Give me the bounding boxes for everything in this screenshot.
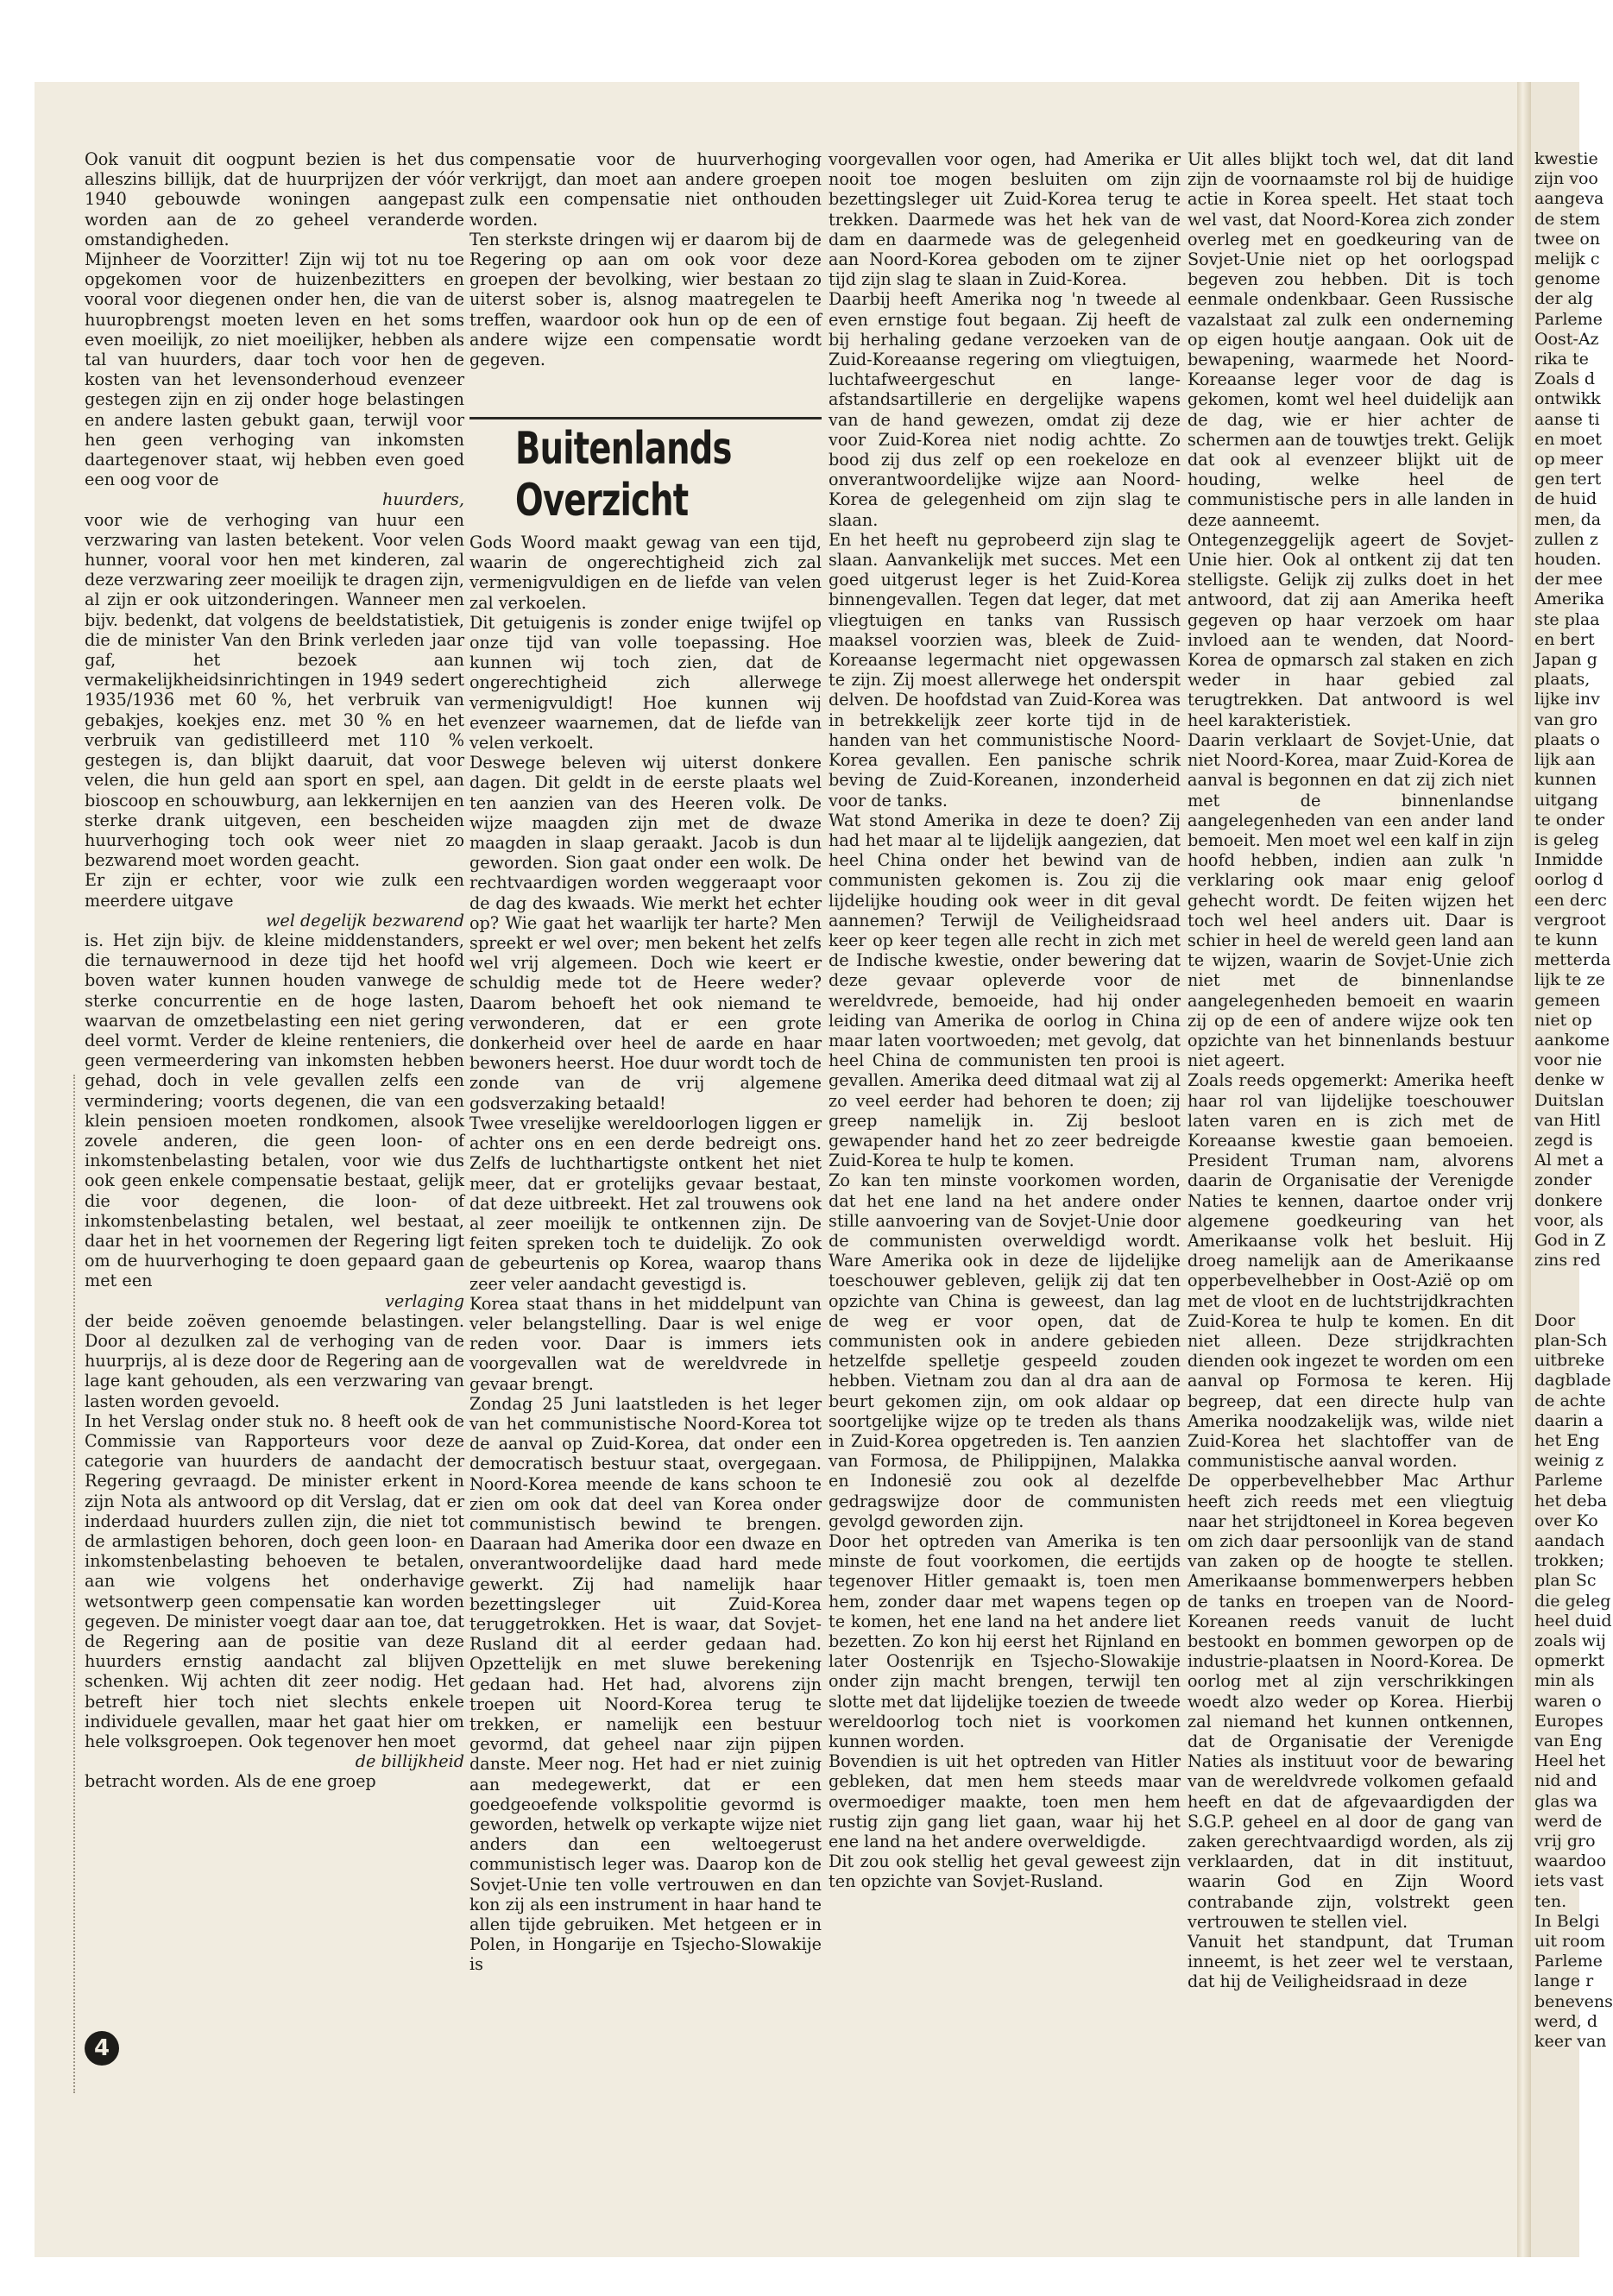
col5-paragraph: Al met a	[1534, 1151, 1604, 1170]
col1-paragraph: Mijnheer de Voorzitter! Zijn wij tot nu toe opgekomen voor de huizenbezitters en vooral voor diegenen onder hen, die van de huuropbrengst moeten leven en het soms even moeilijk, zo niet moeilijker, hebben als tal van huurders, daar toch voor hen de kosten van het levensonderhoud evenzeer gestegen zijn en zij onder hoge belastingen en andere lasten gebukt gaan, terwijl voor hen geen verhoging van inkomsten daartegenover staat, wij hebben even goed een oog voor de	[85, 249, 464, 490]
col5-paragraph: aanse ti	[1534, 409, 1600, 429]
col5-paragraph: lange r	[1534, 1971, 1594, 1991]
col5-paragraph: denke w	[1534, 1070, 1604, 1090]
section-headline: Buitenlands Overzicht	[515, 423, 732, 527]
col2-paragraph: Korea staat thans in het middelpunt van veler belangstelling. Daar is wel enige reden voor. Daar is immers iets voorgevallen wat de wereldvrede in gevaar brengt.	[469, 1293, 822, 1394]
col5-paragraph: voor nie	[1534, 1050, 1603, 1070]
col5-paragraph: nid and	[1534, 1771, 1597, 1791]
col3-paragraph: Zo kan ten minste voorkomen worden, dat het ene land na het andere onder stille aanvoering van de Sovjet-Unie door de communisten overweldigd wordt. Ware Amerika ook in deze de lijdelijke toeschouwer gebleven, gelijk zij dat ten opzichte van China is geweest, dan lag de weg er voor open, dat de communisten ook in andere gebieden hetzelfde spelletje gespeeld zouden hebben. Vietnam zou dan al dra aan de beurt gekomen zijn, om ook aldaar op soortgelijke wijze op te treden als thans in Zuid-Korea opgetreden is. Ten aanzien van Formosa, de Philippijnen, Malakka en Indonesië zou ook al dezelfde gedragswijze door de communisten gevolgd geworden zijn.	[829, 1170, 1181, 1531]
col5-paragraph: aandach	[1534, 1530, 1605, 1550]
col5-paragraph: trokken;	[1534, 1551, 1605, 1571]
col5-paragraph: van Eng	[1534, 1731, 1603, 1751]
column-2-top-text: compensatie voor de huurverhoging verkrijgt, dan moet aan andere groepen zulk een compensatie niet onthouden worden. Ten sterkste dringen wij er daarom bij de Regering op aan om ook voor deze groepen der bevolking, wier bestaan zo uiterst sober is, alsnog maatregelen te treffen, waardoor ook hun op de een of andere wijze een compensatie wordt gegeven.	[469, 149, 822, 370]
col5-paragraph: aankome	[1534, 1030, 1610, 1050]
col5-paragraph: plaats,	[1534, 670, 1591, 690]
col3-paragraph: Dit zou ook stellig het geval geweest zijn ten opzichte van Sovjet-Rusland.	[829, 1851, 1181, 1892]
col5-paragraph: de achte	[1534, 1391, 1606, 1410]
col5-paragraph: zullen z	[1534, 529, 1598, 549]
col3-paragraph: Door het optreden van Amerika is ten minste de fout voorkomen, die eertijds tegenover Hitler gemaakt is, toen men hem, zonder daar met wapens tegen op te komen, het ene land na het andere liet bezetten. Zo kon hij eerst het Rijnland en later Oostenrijk en Tsjecho-Slowakije onder zijn macht brengen, terwijl ten slotte met dat lijdelijke toezien de tweede wereldoorlog toch niet is voorkomen kunnen worden.	[829, 1531, 1181, 1752]
column-2-top	[469, 149, 822, 369]
col5-paragraph: een derc	[1534, 890, 1607, 910]
col5-paragraph: Door	[1534, 1310, 1576, 1330]
col5-paragraph: gen tert	[1534, 470, 1602, 489]
col5-paragraph: uit room	[1534, 1932, 1605, 1952]
col1-paragraph: In het Verslag onder stuk no. 8 heeft ook de Commissie van Rapporteurs voor deze categorie van huurders de aandacht der Regering gevraagd. De minister erkent in zijn Nota als antwoord op dit Verslag, dat er inderdaad huurders zullen zijn, die niet tot de armlastigen behoren, doch geen loon- en inkomstenbelasting behoeven te betalen, aan wie volgens het onderhavige wetsontwerp geen compensatie kan worden gegeven. De minister voegt daar aan toe, dat de Regering aan de positie van deze huurders ernstig aandacht zal blijven schenken. Wij achten dit zeer nodig. Het betreft hier toch niet slechts enkele individuele gevallen, maar het gaat hier om hele volksgroepen. Ook tegenover hen moet	[85, 1410, 464, 1752]
col5-paragraph: kunnen	[1534, 770, 1597, 790]
col5-paragraph	[1534, 1291, 1579, 1311]
section-rule	[469, 417, 822, 419]
col5-paragraph: over Ko	[1534, 1511, 1598, 1530]
col5-paragraph: niet op	[1534, 1010, 1592, 1030]
col1-paragraph: verlaging	[384, 1290, 464, 1311]
col5-paragraph: Parleme	[1534, 1471, 1603, 1491]
col2-paragraph: Zondag 25 Juni laatstleden is het leger van het communistische Noord-Korea tot de aanval op Zuid-Korea, dat onder een democratisch bestuur staat, overgegaan. Noord-Korea meende de kans schoon te zien om ook dat deel van Korea onder communistisch bewind te brengen. Daaraan had Amerika door een dwaze en onverantwoordelijke daad hard mede gewerkt. Zij had namelijk haar bezettingsleger uit Zuid-Korea teruggetrokken. Het is waar, dat Sovjet-Rusland dit al eerder gedaan had. Opzettelijk en met sluwe berekening gedaan had. Het had, alvorens zijn troepen uit Noord-Korea terug te trekken, er namelijk een bestuur gevormd, dat geheel naar zijn pijpen danste. Meer nog. Het had er niet zuinig aan medegewerkt, dat er een goedgeoefende volkspolitie gevormd is geworden, hetwelk op verkapte wijze niet anders dan een weltoegerust communistisch leger was. Daarop kon de Sovjet-Unie ten volle vertrouwen en dan kon zij als een instrument in haar hand te allen tijde gebruiken. Met hetgeen er in Polen, in Hongarije en Tsjecho-Slowakije is	[469, 1393, 822, 1975]
col5-paragraph: vrij gro	[1534, 1832, 1596, 1851]
col3-paragraph: voorgevallen voor ogen, had Amerika er nooit toe mogen besluiten om zijn bezettingsleger uit Zuid-Korea terug te trekken. Daarmede was het hek van de dam en daarmede was de gelegenheid aan Noord-Korea geboden om te zijner tijd zijn slag te slaan in Zuid-Korea.	[829, 149, 1181, 290]
col5-paragraph: dagblade	[1534, 1371, 1611, 1391]
col3-paragraph: Bovendien is uit het optreden van Hitler gebleken, dat men hem steeds maar overmoediger maakte, toen men hem rustig zijn gang liet gaan, waar hij het ene land na het andere overweldigde.	[829, 1751, 1181, 1852]
col4-paragraph: Uit alles blijkt toch wel, dat dit land zijn de voornaamste rol bij de huidige actie in Korea speelt. Het staat toch wel vast, dat Noord-Korea zich zonder overleg met en goedkeuring van de Sovjet-Unie niet op het oorlogspad begeven zou hebben. Dit is toch eenmale ondenkbaar. Geen Russische vazalstaat zal zulk een onderneming op eigen houtje aangaan. Ook uit de bewapening, waarmede het Noord-Koreaanse leger voor de dag is gekomen, komt wel heel duidelijk aan de dag, wie er hier achter de schermen aan de touwtjes trekt. Gelijk dat ook al evenzeer blijkt uit de houding, welke heel de communistische pers in alle landen in deze aanneemt.	[1188, 149, 1514, 530]
page-number: 4	[85, 2031, 119, 2066]
col5-paragraph: donkere	[1534, 1190, 1603, 1210]
col3-paragraph: En het heeft nu geprobeerd zijn slag te slaan. Aanvankelijk met succes. Met een goed uitgerust leger is het Zuid-Korea binnengevallen. Tegen dat leger, dat met vliegtuigen en tanks van Russisch maaksel voorzien was, bleek de Zuid-Koreaanse legermacht niet opgewassen te zijn. Zij moest allerwege het onderspit delven. De hoofdstad van Zuid-Korea was in betrekkelijk zeer korte tijd in de handen van het communistische Noord-Korea gevallen. Een panische schrik beving de Zuid-Koreanen, inzonderheid voor de tanks.	[829, 529, 1181, 811]
col5-paragraph: is geleg	[1534, 829, 1599, 849]
col2-paragraph: Gods Woord maakt gewag van een tijd, waarin de ongerechtigheid zich zal vermenigvuldigen en de liefde van velen zal verkoelen.	[469, 533, 822, 613]
col5-paragraph: kwestie	[1534, 149, 1598, 168]
col5-paragraph: plan Sc	[1534, 1571, 1597, 1591]
col5-paragraph: houden.	[1534, 550, 1602, 570]
col5-paragraph: aangeva	[1534, 189, 1604, 209]
column-3	[829, 149, 1181, 1971]
col1-paragraph: Ook vanuit dit oogpunt bezien is het dus alleszins billijk, dat de huurprijzen der vóór 1940 gebouwde woningen aangepast worden aan de zo geheel veranderde omstandigheden.	[85, 149, 464, 249]
col5-paragraph: In Belgi	[1534, 1911, 1600, 1931]
col5-paragraph: glas wa	[1534, 1791, 1597, 1811]
col5-paragraph: lijke inv	[1534, 690, 1600, 710]
col5-paragraph: het deba	[1534, 1491, 1608, 1511]
col1-paragraph: is. Het zijn bijv. de kleine middenstanders, die ternauwernood in deze tijd het hoofd boven water kunnen houden vanwege de sterke concurrentie en de hoge lasten, waarvan de omzetbelasting een niet gering deel vormt. Verder de kleine renteniers, die geen vermeerdering van inkomsten hebben gehad, doch in vele gevallen zelfs een vermindering; voorts degenen, die van een klein pensioen moeten rondkomen, alsook zovele anderen, die geen loon- of inkomstenbelasting betalen, voor wie dus ook geen enkele compensatie bestaat, gelijk die voor degenen, die loon- of inkomstenbelasting betalen, wel bestaat, daar het in het voornemen der Regering ligt om de huurverhoging te doen gepaard gaan met een	[85, 930, 464, 1291]
col5-paragraph: God in Z	[1534, 1230, 1606, 1250]
col2-paragraph: Twee vreselijke wereldoorlogen liggen er achter ons en een derde bedreigt ons. Zelfs de luchthartigste ontkent het niet meer, dat er grotelijks gevaar bestaat, dat deze uitbreekt. Het zal trouwens ook al zeer moeilijk te ontkennen zijn. De feiten spreken toch te duidelijk. Zo ook de gebeurtenis op Korea, waarop thans zeer veler aandacht gevestigd is.	[469, 1113, 822, 1294]
col5-paragraph: het Eng	[1534, 1430, 1600, 1450]
col3-paragraph: Daarbij heeft Amerika nog 'n tweede al even ernstige fout begaan. Zij heeft de bij herhaling gedane verzoeken van de Zuid-Koreaanse regering om vliegtuigen, luchtafweergeschut en lange-afstandsartillerie en dergelijke wapens van de hand gewezen, omdat zij deze voor Zuid-Korea niet nodig achtte. Zo bood zij dus zelf op een roekeloze en onverantwoordelijke wijze aan Noord-Korea de gelegenheid om zijn slag te slaan.	[829, 289, 1181, 530]
col5-paragraph: zijn voo	[1534, 169, 1598, 189]
col5-paragraph: lijk aan	[1534, 750, 1596, 770]
column-4	[1188, 149, 1514, 1992]
col4-paragraph: Zoals reeds opgemerkt: Amerika heeft haar rol van lijdelijke toeschouwer laten varen en is zich met de Koreaanse kwestie gaan bemoeien. President Truman nam, alvorens daarin de Organisatie der Verenigde Naties te kennen, daartoe onder vrij algemene goedkeuring van het Amerikaanse volk het besluit. Hij droeg namelijk aan de Amerikaanse opperbevelhebber in Oost-Azië op om met de vloot en de luchtstrijdkrachten Zuid-Korea te hulp te komen. En dit niet alleen. Deze strijdkrachten dienden ook ingezet te worden om een aanval op Formosa te keren. Hij begreep, dat een directe hulp van Amerika noodzakelijk was, wilde niet Zuid-Korea het slachtoffer van de communistische aanval worden.	[1188, 1070, 1514, 1472]
col1-paragraph: huurders,	[381, 489, 464, 510]
col5-paragraph: waardoo	[1534, 1851, 1607, 1871]
col5-paragraph: ontwikk	[1534, 389, 1601, 409]
col5-paragraph: Parleme	[1534, 1952, 1603, 1971]
col5-paragraph: Duitslan	[1534, 1090, 1604, 1110]
col5-paragraph: waren o	[1534, 1691, 1602, 1711]
col5-paragraph: uitgang	[1534, 790, 1598, 810]
col4-paragraph: Ontegenzeggelijk ageert de Sovjet-Unie hier. Ook al ontkent zij dat ten stelligste. Gelijk zij zulks doet in het antwoord, dat zij aan Amerika heeft gegeven op haar verzoek om haar invloed aan te wenden, dat Noord-Korea de opmarsch zal staken en zich weder in haar gebied zal terugtrekken. Dat antwoord is wel heel karakteristiek.	[1188, 529, 1514, 730]
col5-paragraph: Europes	[1534, 1711, 1604, 1731]
col5-paragraph: weinig z	[1534, 1451, 1604, 1471]
col5-paragraph: werd de	[1534, 1811, 1603, 1831]
page-fold	[1517, 82, 1531, 2257]
col5-paragraph: twee on	[1534, 229, 1601, 249]
col5-paragraph: op meer	[1534, 450, 1604, 470]
col1-paragraph: Er zijn er echter, voor wie zulk een meerdere uitgave	[85, 870, 464, 911]
col1-paragraph: betracht worden. Als de ene groep	[85, 1771, 376, 1792]
col5-paragraph: daarin a	[1534, 1410, 1604, 1430]
col5-paragraph: die geleg	[1534, 1591, 1611, 1611]
col1-paragraph: de billijkheid	[355, 1751, 464, 1772]
col5-paragraph: werd, d	[1534, 2011, 1597, 2031]
col5-paragraph	[1534, 1271, 1579, 1290]
col5-paragraph: van Hitl	[1534, 1110, 1601, 1130]
col5-paragraph: men, da	[1534, 509, 1602, 529]
col5-paragraph: der mee	[1534, 570, 1604, 590]
col1-paragraph: voor wie de verhoging van huur een verzwaring van lasten betekent. Voor velen hunner, vooral voor hen met kinderen, zal deze verzwaring zeer moeilijk te dragen zijn, al zijn er ook uitzonderingen. Wanneer men bijv. bedenkt, dat volgens de beeldstatistiek, die de minister Van den Brink verleden jaar gaf, het bezoek aan vermakelijkheidsinrichtingen in 1949 sedert 1935/1936 met 60 %, het verbruik van gebakjes, koekjes enz. met 30 % en het verbruik van gedistilleerd met 110 % gestegen is, dan blijkt daaruit, dat voor velen, die hun geld aan sport en spel, aan bioscoop en schouwburg, aan lekkernijen en sterke drank uitgeven, een bescheiden huurverhoging toch ook weer niet zo bezwarend moet worden geacht.	[85, 509, 464, 871]
col5-paragraph: iets vast	[1534, 1871, 1604, 1891]
col5-paragraph: heel duid	[1534, 1611, 1612, 1631]
col5-paragraph: min als	[1534, 1671, 1595, 1691]
col4-paragraph: Daarin verklaart de Sovjet-Unie, dat niet Noord-Korea, maar Zuid-Korea de aanval is begonnen en dat zij zich niet met de binnenlandse aangelegenheden van een ander land bemoeit. Men moet wel een kalf in zijn hoofd hebben, indien aan zulk 'n verklaring ook maar enig geloof gehecht wordt. De feiten wijzen het toch wel heel anders uit. Daar is schier in heel de wereld geen land aan te wijzen, waarin de Sovjet-Unie zich niet met de binnenlandse aangelegenheden bemoeit en waarin zij op de een of andere wijze ook ten opzichte van het binnenlands bestuur niet ageert.	[1188, 729, 1514, 1071]
col5-paragraph: zegd is	[1534, 1130, 1593, 1150]
col5-paragraph: Zoals d	[1534, 369, 1595, 389]
col5-paragraph: ste plaa	[1534, 609, 1600, 629]
col5-paragraph: lijk te ze	[1534, 970, 1605, 990]
col5-paragraph: genome	[1534, 269, 1601, 289]
col5-paragraph: en moet	[1534, 429, 1602, 449]
col5-paragraph: plan-Sch	[1534, 1330, 1608, 1350]
col5-paragraph: keer van	[1534, 2032, 1607, 2052]
column-2	[469, 533, 822, 1975]
col5-paragraph: oorlog d	[1534, 870, 1604, 890]
col5-paragraph: en bert	[1534, 629, 1595, 649]
col5-paragraph: metterda	[1534, 950, 1611, 970]
col5-paragraph: zonder	[1534, 1170, 1592, 1190]
col5-paragraph: de huid	[1534, 489, 1597, 509]
col5-paragraph: der alg	[1534, 289, 1594, 309]
col5-paragraph: gemeen	[1534, 990, 1601, 1010]
col5-paragraph: voor, als	[1534, 1210, 1604, 1230]
col5-paragraph: de stem	[1534, 209, 1601, 229]
column-5-fragment	[1534, 149, 1613, 2052]
col5-paragraph: rika te	[1534, 350, 1589, 369]
newspaper-page	[35, 82, 1613, 2257]
col5-paragraph: ten.	[1534, 1891, 1567, 1911]
col5-paragraph: Oost-Az	[1534, 329, 1599, 349]
col5-paragraph: van gro	[1534, 710, 1598, 729]
col4-paragraph: Vanuit het standpunt, dat Truman inneemt, is het zeer wel te verstaan, dat hij de Veiligheidsraad in deze	[1188, 1932, 1514, 1992]
margin-marks	[73, 1075, 80, 2093]
col5-paragraph: melijk c	[1534, 249, 1600, 269]
col5-paragraph: Japan g	[1534, 650, 1597, 670]
col4-paragraph: De opperbevelhebber Mac Arthur heeft zich reeds met een vliegtuig naar het strijdtoneel in Korea begeven om zich daar persoonlijk van de stand van zaken op de hoogte te stellen. Amerikaanse bommenwerpers hebben de tanks en troepen van de Noord-Koreanen reeds vanuit de lucht bestookt en bommen geworpen op de industrie-plaatsen in Noord-Korea. De oorlog met al zijn verschrikkingen woedt alzo weder op Korea. Hierbij zal niemand het kunnen ontkennen, dat de Organisatie der Verenigde Naties als instituut voor de bewaring van de wereldvrede volkomen gefaald heeft en dat de afgevaardigden der S.G.P. geheel en al door de gang van zaken gerechtvaardigd worden, als zij verklaarden, dat in dit instituut, waarin God en Zijn Woord contrabande zijn, volstrekt geen vertrouwen te stellen viel.	[1188, 1471, 1514, 1932]
col1-paragraph: der beide zoëven genoemde belastingen. Door al dezulken zal de verhoging van de huurprijs, al is deze door de Regering aan de lage kant gehouden, als een verzwaring van lasten worden gevoeld.	[85, 1310, 464, 1411]
col5-paragraph: te onder	[1534, 810, 1605, 829]
column-1	[85, 149, 464, 1971]
col5-paragraph: vergroot	[1534, 910, 1606, 930]
col5-paragraph: opmerkt	[1534, 1651, 1605, 1671]
col3-paragraph: Wat stond Amerika in deze te doen? Zij had het maar al te lijdelijk aangezien, dat heel China onder het bewind van de communisten gekomen is. Zou zij die lijdelijke houding ook weer in dit geval aannemen? Terwijl de Veiligheidsraad keer op keer tegen alle recht in zich met de Indische kwestie, onder bewering dat deze gevaar opleverde voor de wereldvrede, bemoeide, had hij onder leiding van Amerika de oorlog in China maar laten voortwoeden; met gevolg, dat heel China de communisten ten prooi is gevallen. Amerika deed ditmaal wat zij al zo veel eerder had behoren te doen; zij greep namelijk in. Zij besloot gewapender hand het zo zeer bedreigde Zuid-Korea te hulp te komen.	[829, 810, 1181, 1171]
col5-paragraph: plaats o	[1534, 729, 1600, 749]
col5-paragraph: Heel het	[1534, 1751, 1606, 1771]
col5-paragraph: uitbreke	[1534, 1351, 1605, 1371]
col5-paragraph: benevens	[1534, 1991, 1613, 2011]
col5-paragraph: Inmidde	[1534, 850, 1604, 870]
col2-paragraph: Dit getuigenis is zonder enige twijfel op onze tijd van volle toepassing. Hoe kunnen wij toch zien, dat de ongerechtigheid zich allerwege vermenigvuldigt! Hoe kunnen wij evenzeer waarnemen, dat de liefde van velen verkoelt.	[469, 612, 822, 754]
col5-paragraph: te kunn	[1534, 930, 1598, 949]
col2-paragraph: Deswege beleven wij uiterst donkere dagen. Dit geldt in de eerste plaats wel ten aanzien van des Heeren volk. De wijze maagden zijn met de dwaze maagden in slaap geraakt. Jacob is dun geworden. Sion gaat onder een wolk. De rechtvaardigen worden weggeraapt voor de dag des kwaads. Wie merkt het echter op? Wie gaat het waarlijk ter harte? Men spreekt er wel over; men bekent het zelfs wel vrij algemeen. Doch wie keert er schuldig mede tot de Heere weder? Daarom behoeft het ook niemand te verwonderen, dat er een grote donkerheid over heel de aarde en haar bewoners heerst. Hoe duur wordt toch de zonde van de vrij algemene godsverzaking betaald!	[469, 753, 822, 1113]
col1-paragraph: wel degelijk bezwarend	[265, 910, 464, 930]
col5-paragraph: Parleme	[1534, 309, 1603, 329]
col5-paragraph: zoals wij	[1534, 1631, 1606, 1650]
col5-paragraph: Amerika	[1534, 590, 1604, 609]
col5-paragraph: zins red	[1534, 1251, 1601, 1271]
